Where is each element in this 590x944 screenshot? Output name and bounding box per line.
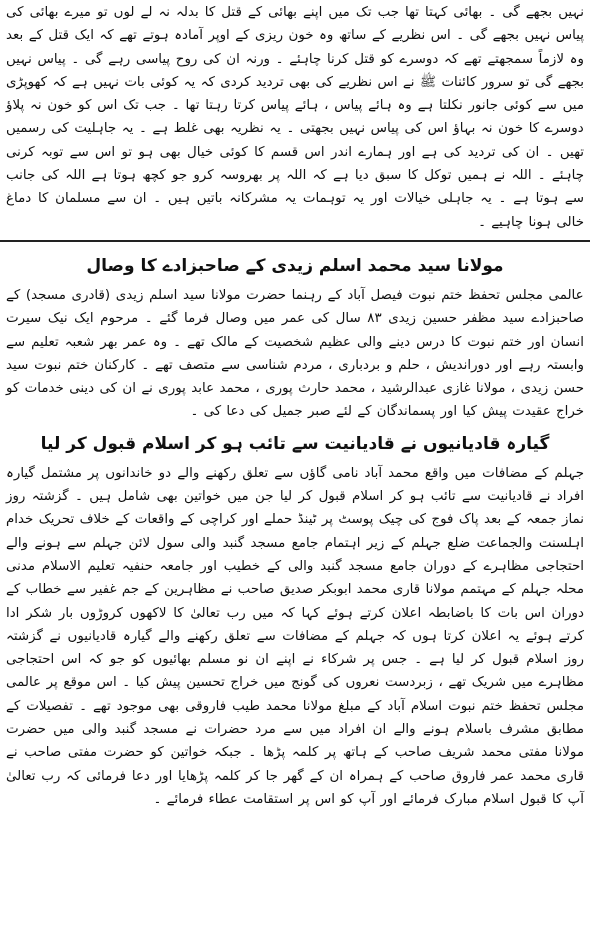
text-line: کے ہاتھ پر کلمہ پڑھا ۔ جبکہ خواتین کو حضرت مفتی صاحب نے قاری محمد عمر فاروق صاحب کے ہمراہ ان کے گھر جا کر کلمہ	[6, 745, 584, 784]
text-line: پوسٹ پر ٹینڈ حملے اور کراچی کے واقعات کے خلاف تحریک خدام اہلسنت والجماعت ضلع جہلم کے زیر اہتمام جامع مسجد	[6, 512, 584, 551]
text-line: اس بات کا باضابطہ اعلان کرتے ہوئے کہا کہ میں رب تعالیٰ کا لاکھوں کروڑوں بار شکر ادا کرتے ہوئے یہ اعلان	[6, 605, 584, 644]
text-line: کیا ۔ اس موقع پر عالمی مجلس تحفظ ختم نبوت اسلام آباد کے مبلغ مولانا محمد طیب فاروقی بھی موجود تھے ۔ تفصیلات کے مطابق	[6, 675, 584, 738]
text-line: نہیں بجھے گی ۔ بھائی کہتا تھا جب تک میں اپنے بھائی کے قتل کا بدلہ نہ لے لوں تو میرے بھائی کی پیاس نہیں بجھے گی ۔	[6, 5, 584, 44]
text-line: تک اس کو خون نہ پلاؤ دوسرے کا خون نہ بہاؤ اس کی پیاس نہیں بجھتی ۔ یہ نظریہ بھی غلط ہے ۔ یہ جاہلیت کی رسمیں	[6, 98, 584, 137]
text-line: تھیں ۔ ان کی تردید کی ہے اور ہمارے اندر اس قسم کا کوئی خیال بھی ہو تو اس سے توبہ کرنی چاہئے ۔ اللہ نے ہمیں توکل	[6, 144, 584, 184]
text-line: کرنا چاہئے ۔ ورنہ ان کی روح پیاسی رہے گی ۔ پیاس نہیں بجھے گی تو سرور کائنات ﷺ نے اس نظریے کی بھی تردید	[6, 51, 584, 90]
text-line: صاحبزادے سید مظفر حسین زیدی ۸۳ سال کی عمر میں وصال فرما گئے ۔ مرحوم ایک نیک سیرت انسان اور ختم نبوت کا	[6, 311, 584, 350]
text-line: جہلم کے مضافات میں واقع محمد آباد نامی گاؤں سے تعلق رکھنے والے دو خاندانوں پر مشتمل گیارہ افراد نے	[6, 465, 585, 505]
text-line: عالمی مجلس تحفظ ختم نبوت فیصل آباد کے رہنما حضرت مولانا سید اسلم زیدی (قادری مسجد) کے	[6, 287, 584, 303]
text-line: مشرکانہ باتیں ہیں ۔ ان سے مسلمان کا دماغ خالی ہونا چاہیے ۔	[6, 191, 584, 230]
text-line: مشرف باسلام ہونے والے ان افراد میں سے مرد حضرات نے مسجد گنبد والی میں حضرت مولانا مفتی محمد شریف صاحب	[6, 722, 584, 761]
text-line: نے اپنے ان نو مسلم بھائیوں کو جو کہ اس احتجاجی مظاہرے میں شریک تھے ، زبردست نعروں کی گونج میں خراج تحسین پیش	[6, 652, 584, 691]
text-line: کردی کہ یہ کوئی بات نہیں ہے کہ کھوپڑی میں سے کوئی جانور نکلتا ہے وہ ہائے پیاس ، ہائے پیاس کرتا رہتا تھا ۔ جب	[6, 74, 585, 114]
death-article-body	[6, 284, 584, 424]
article-heading-death: مولانا سید محمد اسلم زیدی کے صاحبزادے کا وصال	[86, 255, 504, 276]
continued-article-text	[6, 0, 584, 234]
text-line: کرتا ہوں کہ جہلم کے مضافات سے تعلق رکھنے والے گیارہ قادیانیوں نے گزشتہ روز اسلام قبول کر لیا ہے ۔ جس پر شرکاء	[6, 628, 584, 668]
text-line: اس نظریے کے ساتھ وہ خون ریزی کے اوپر آمادہ ہوتے تھے کہ ایک قتل کے بعد وہ لازماً سمجھتے تھے کہ دوسرے کو قتل	[6, 28, 584, 67]
text-line: شناسی سے متصف تھے ۔ کارکنان ختم نبوت سید حسن زیدی ، مولانا غازی عبدالرشید ، محمد حارث پوری ، محمد عابد پوری	[6, 357, 584, 397]
article-heading-conversion: گیارہ قادیانیوں نے قادیانیت سے تائب ہو کر اسلام قبول کر لیا	[40, 433, 550, 454]
section-divider	[0, 240, 590, 242]
text-line: پڑھایا اور دعا فرمائی کہ رب تعالیٰ آپ کا قبول اسلام مبارک فرمائے اور آپ کو اس پر استقامت عطاء فرمائے ۔	[6, 768, 584, 807]
text-line: الاسلام مدنی محلہ جہلم کے مہتمم مولانا قاری محمد ابوبکر صدیق صاحب نے مظاہرین کے جم غفیر سے خطاب کے دوران	[6, 558, 584, 621]
conversion-article-body	[6, 462, 584, 811]
text-line: کا سبق دیا ہے کہ اللہ پر بھروسہ کرو جو کچھ ہوتا ہے اللہ کی جانب سے ہوتا ہے ۔ یہ جاہلی خیالات اور یہ توہمات یہ	[6, 168, 584, 207]
text-line: نے ان کی دینی خدمات کو خراج عقیدت پیش کیا اور پسماندگان کے لئے صبر جمیل کی دعا کی ۔	[6, 381, 584, 420]
text-line: گنبد والی سول لائن جہلم سے ہونے والے احتجاجی مظاہرے کے دوران جامع مسجد گنبد والی کے خطیب اور جامعہ حنفیہ تعلیم	[6, 535, 584, 574]
text-line: درس دینے والی عظیم شخصیت کے مالک تھے ۔ وہ عمر بھر شعبہ تعلیم سے وابستہ رہے اور دوراندیش ، حلم و بردباری ، مردم	[6, 334, 584, 373]
text-line: قادیانیت سے تائب ہو کر اسلام قبول کر لیا جن میں خواتین بھی شامل ہیں ۔ گزشتہ روز نماز جمعہ کے بعد پاک فوج کی چیک	[6, 489, 585, 528]
